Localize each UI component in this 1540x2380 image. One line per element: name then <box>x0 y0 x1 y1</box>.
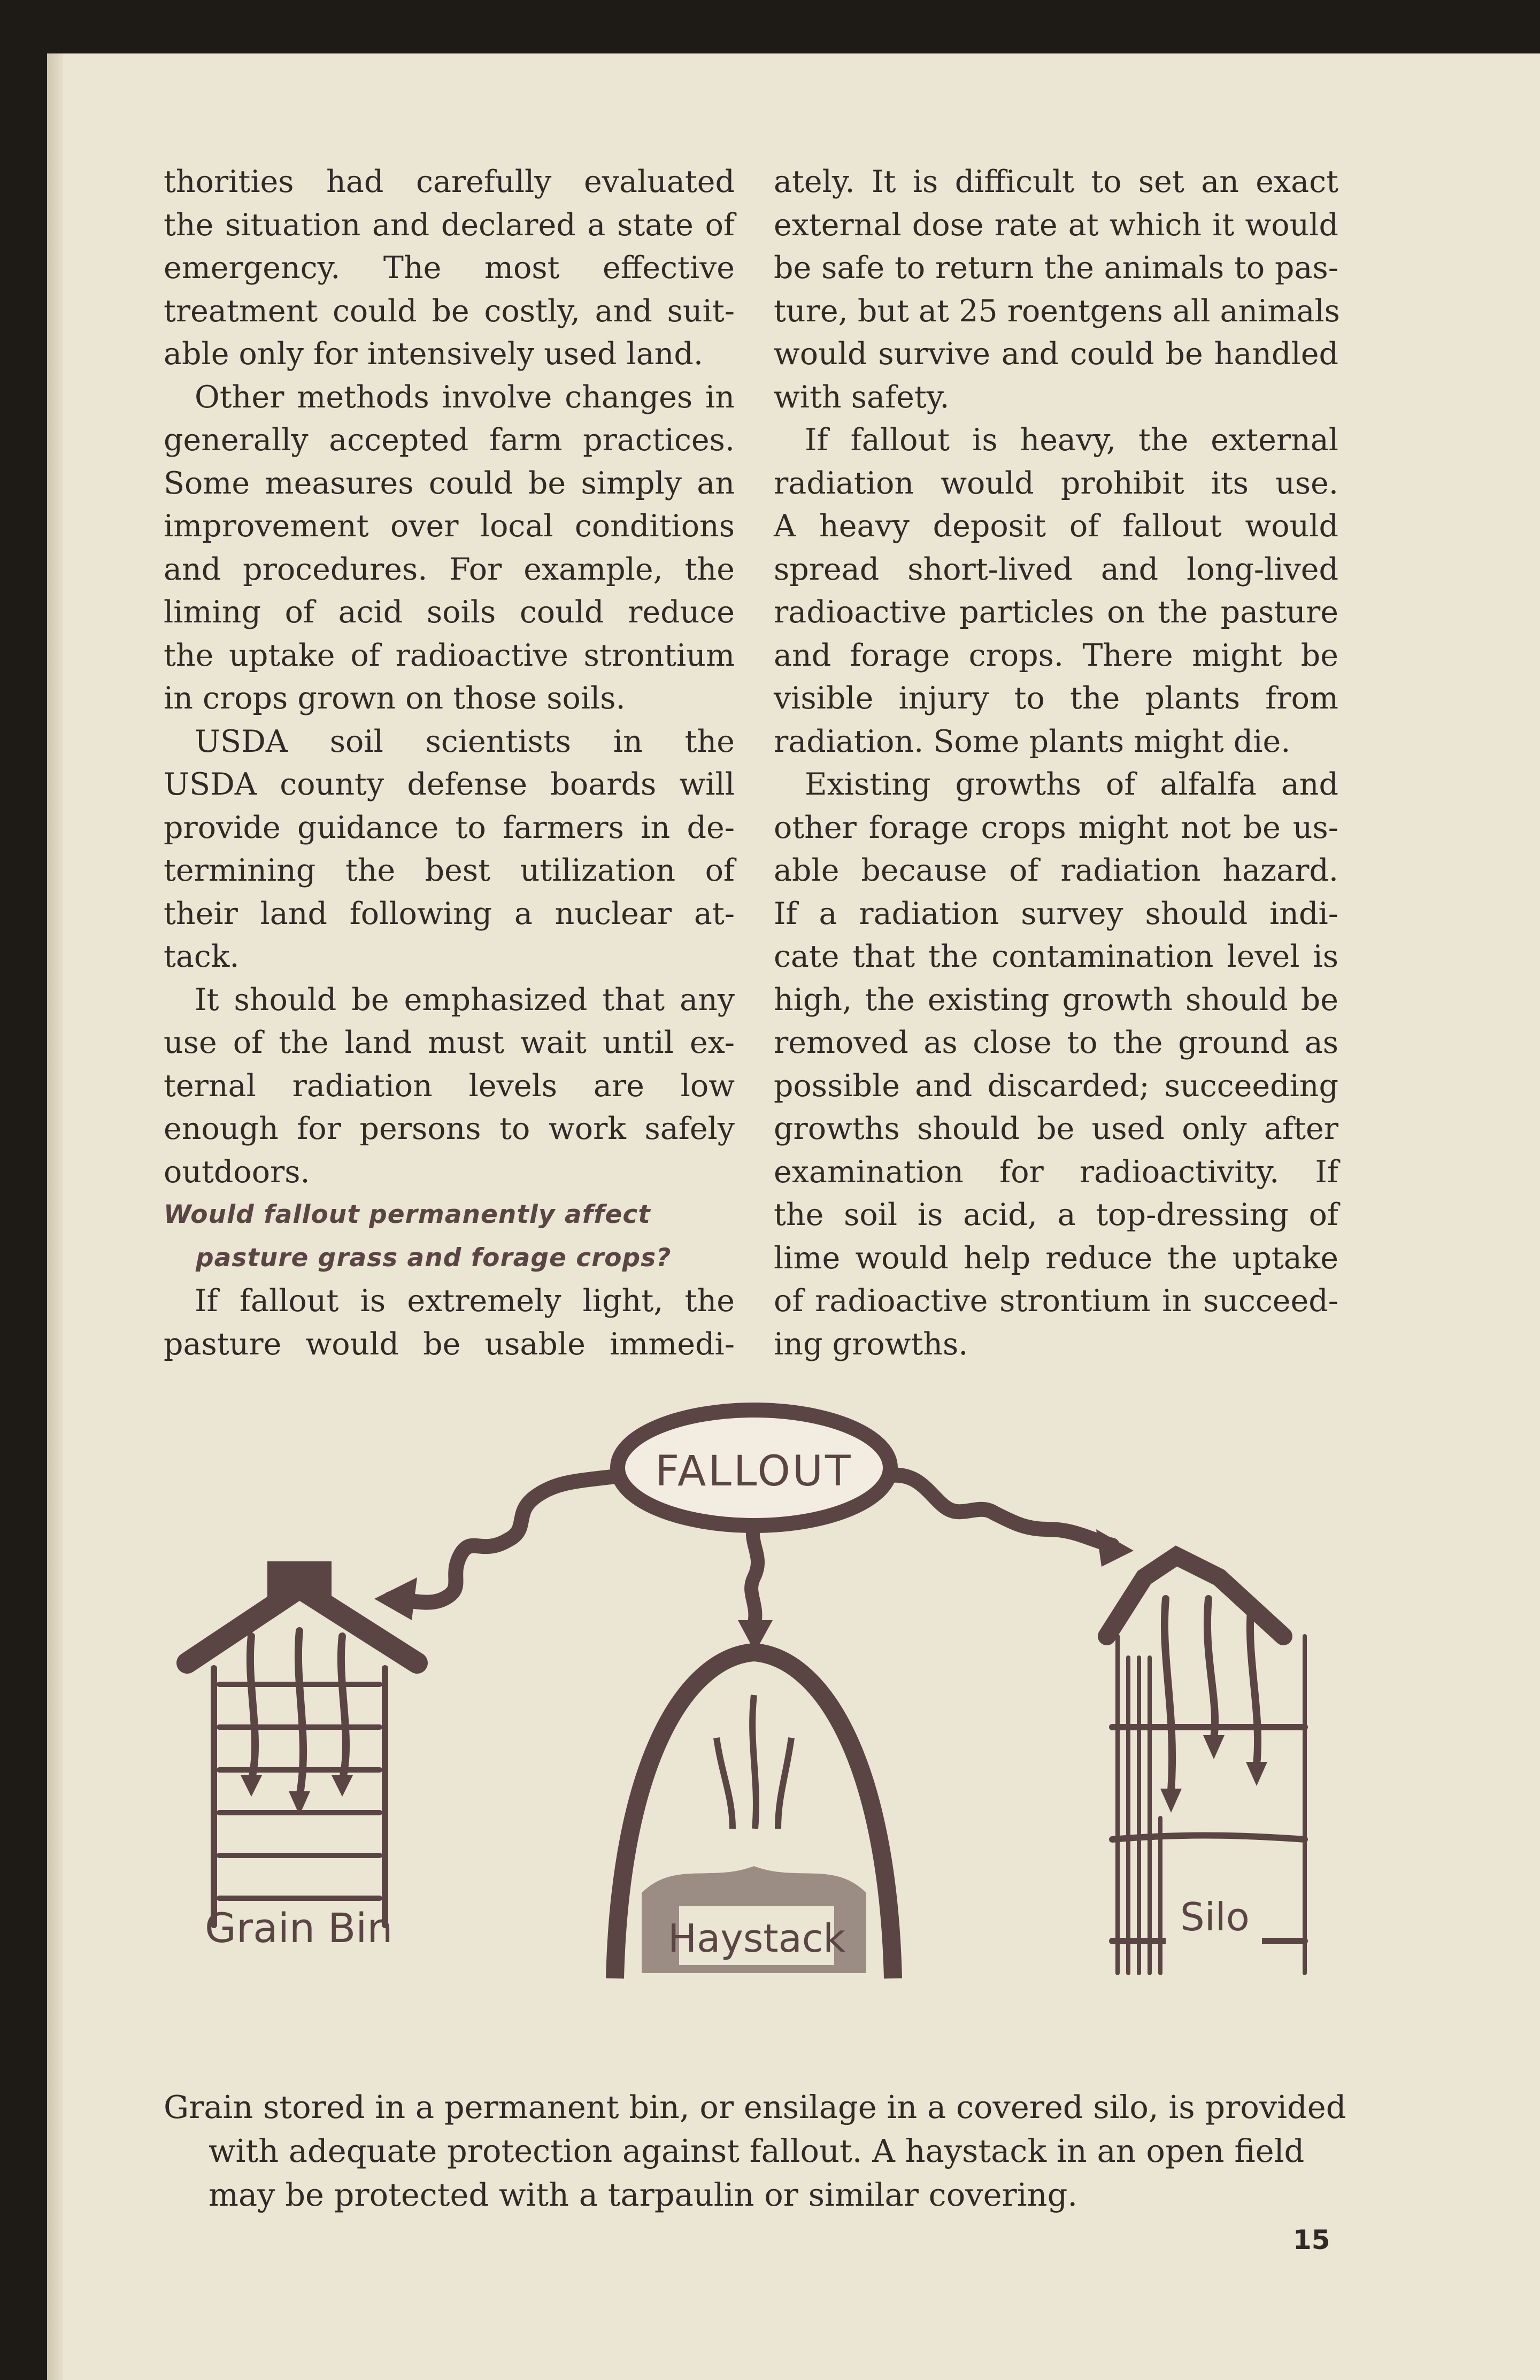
text-line: of radioactive strontium in succeed- <box>774 1283 1338 1319</box>
text-line: the situation and declared a state of <box>164 207 735 243</box>
arrowhead-grain-bin <box>374 1577 417 1620</box>
text-line: use of the land must wait until ex- <box>164 1025 735 1060</box>
text-line: radiation would prohibit its use. <box>774 465 1338 501</box>
text-line: A heavy deposit of fallout would <box>774 509 1338 544</box>
text-line: able because of radiation hazard. <box>774 853 1338 888</box>
text-line: removed as close to the ground as <box>774 1025 1338 1060</box>
text-line: If fallout is extremely light, the <box>195 1283 735 1319</box>
text-line: Other methods involve changes in <box>195 379 735 415</box>
text-line: in crops grown on those soils. <box>164 681 626 716</box>
text-line: Some measures could be simply an <box>164 465 735 501</box>
text-line: and forage crops. There might be <box>774 637 1338 673</box>
text-line: generally accepted farm practices. <box>164 422 735 458</box>
text-line: ately. It is difficult to set an exact <box>774 164 1338 199</box>
text-line: Existing growths of alfalfa and <box>805 767 1338 802</box>
text-line: ternal radiation levels are low <box>164 1068 735 1104</box>
text-line: It should be emphasized that any <box>195 982 735 1018</box>
page-number: 15 <box>1293 2224 1330 2255</box>
text-line: ing growths. <box>774 1326 968 1362</box>
text-line: cate that the contamination level is <box>774 939 1338 974</box>
grain-bin-label: Grain Bin <box>205 1904 393 1952</box>
arrow-to-silo <box>888 1475 1112 1545</box>
arrow-to-grain-bin <box>390 1476 620 1603</box>
text-line: liming of acid soils could reduce <box>164 595 735 630</box>
text-line: their land following a nuclear at- <box>164 896 735 931</box>
text-line: the uptake of radioactive strontium <box>164 637 735 673</box>
text-line: radioactive particles on the pasture <box>774 595 1338 630</box>
text-line: radiation. Some plants might die. <box>774 723 1291 759</box>
text-line: termining the best utilization of <box>164 853 735 888</box>
text-line: outdoors. <box>164 1154 310 1190</box>
section-heading-line: pasture grass and forage crops? <box>196 1243 672 1273</box>
text-line: enough for persons to work safely <box>164 1111 735 1146</box>
text-line: possible and discarded; succeeding <box>774 1068 1338 1104</box>
text-line: USDA county defense boards will <box>164 767 735 802</box>
text-line: would survive and could be handled <box>774 336 1338 372</box>
text-line: emergency. The most effective <box>164 250 735 286</box>
text-line: provide guidance to farmers in de- <box>164 810 735 845</box>
text-line: treatment could be costly, and suit- <box>164 293 735 329</box>
text-line: high, the existing growth should be <box>774 982 1338 1018</box>
text-line: lime would help reduce the uptake <box>774 1240 1338 1276</box>
text-line: with safety. <box>774 379 950 415</box>
text-line: If a radiation survey should indi- <box>774 896 1338 931</box>
fallout-label: FALLOUT <box>655 1447 853 1496</box>
text-line: spread short-lived and long-lived <box>774 551 1338 587</box>
text-line: tack. <box>164 939 240 974</box>
caption-line: Grain stored in a permanent bin, or ensilage in a covered silo, is provided <box>164 2089 1346 2125</box>
text-line: ture, but at 25 roentgens all animals <box>774 293 1340 329</box>
figure-caption <box>164 2085 1346 2217</box>
text-line: be safe to return the animals to pas- <box>774 250 1338 286</box>
text-line: If fallout is heavy, the external <box>805 422 1338 458</box>
text-line: external dose rate at which it would <box>774 207 1338 243</box>
text-line: improvement over local conditions <box>164 509 735 544</box>
text-line: able only for intensively used land. <box>164 336 703 372</box>
text-line: examination for radioactivity. If <box>774 1154 1338 1190</box>
text-line: and procedures. For example, the <box>164 551 735 587</box>
caption-line: with adequate protection against fallout. A haystack in an open field <box>209 2132 1305 2169</box>
text-line: the soil is acid, a top-dressing of <box>774 1197 1338 1233</box>
text-line: visible injury to the plants from <box>774 681 1338 716</box>
arrow-to-haystack <box>751 1524 758 1626</box>
arrowhead-silo <box>1096 1529 1134 1567</box>
haystack-label: Haystack <box>667 1916 846 1961</box>
section-heading-line: Would fallout permanently affect <box>164 1200 651 1229</box>
text-line: growths should be used only after <box>774 1111 1338 1146</box>
text-line: other forage crops might not be us- <box>774 810 1338 845</box>
caption-line: may be protected with a tarpaulin or similar covering. <box>209 2176 1078 2213</box>
text-line: thorities had carefully evaluated <box>164 164 735 199</box>
text-line: USDA soil scientists in the <box>195 723 735 759</box>
grain-bin-drawing <box>187 1561 417 1925</box>
silo-label: Silo <box>1180 1894 1250 1939</box>
text-line: pasture would be usable immedi- <box>164 1326 735 1362</box>
